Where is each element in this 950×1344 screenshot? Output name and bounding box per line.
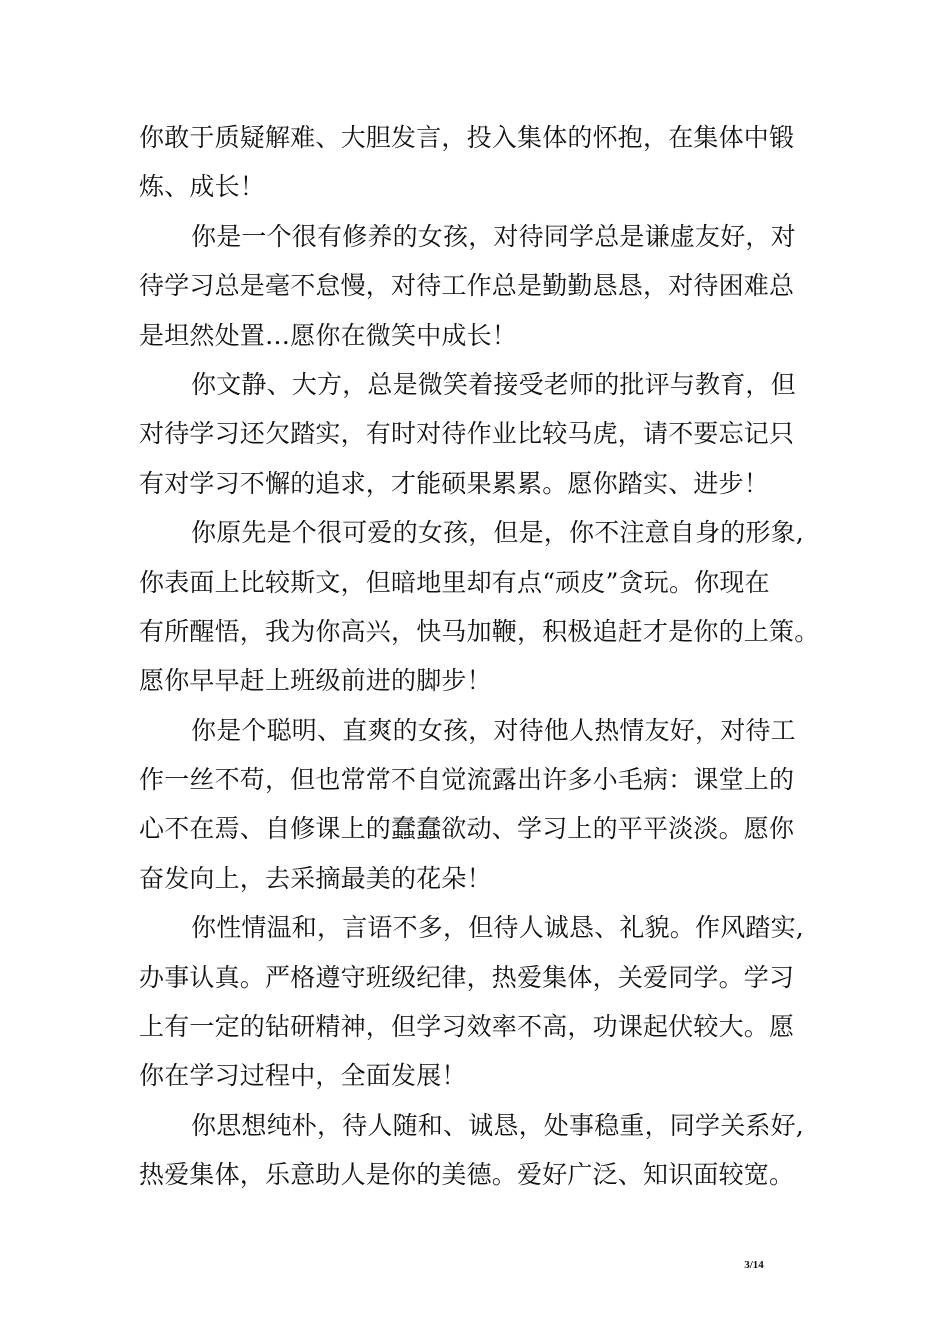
document-body	[139, 113, 819, 1200]
paragraph-first-line: 你文静、大方，总是微笑着接受老师的批评与教育，但	[191, 369, 796, 399]
text-line: 作一丝不苟，但也常常不自觉流露出许多小毛病：课堂上的	[139, 765, 795, 795]
paragraph-first-line: 你性情温和，言语不多，但待人诚恳、礼貌。作风踏实,	[191, 913, 804, 943]
text-line: 你敢于质疑解难、大胆发言，投入集体的怀抱，在集体中锻	[139, 123, 795, 152]
text-line: 对待学习还欠踏实，有时对待作业比较马虎，请不要忘记只	[139, 419, 795, 449]
paragraph-first-line: 你原先是个很可爱的女孩，但是，你不注意自身的形象,	[191, 518, 804, 548]
text-line: 待学习总是毫不怠慢，对待工作总是勤勤恳恳，对待困难总	[139, 271, 795, 301]
text-line: 有所醒悟，我为你高兴，快马加鞭，积极追赶才是你的上策。	[139, 616, 820, 646]
text-line: 炼、成长！	[139, 172, 266, 202]
text-line: 有对学习不懈的追求，才能硕果累累。愿你踏实、进步！	[139, 468, 770, 498]
text-line: 你表面上比较斯文，但暗地里却有点“顽皮”贪玩。你现在	[139, 567, 770, 597]
text-line: 是坦然处置…愿你在微笑中成长！	[139, 320, 518, 350]
text-line: 你在学习过程中，全面发展！	[139, 1061, 467, 1091]
paragraph-first-line: 你是个聪明、直爽的女孩，对待他人热情友好，对待工	[191, 715, 796, 745]
text-line: 心不在焉、自修课上的蠢蠢欲动、学习上的平平淡淡。愿你	[139, 814, 795, 844]
text-line: 热爱集体，乐意助人是你的美德。爱好广泛、知识面较宽。	[139, 1160, 795, 1190]
page-number: 3/14	[744, 1259, 764, 1271]
paragraph-first-line: 你思想纯朴，待人随和、诚恳，处事稳重，同学关系好,	[191, 1110, 804, 1140]
paragraph-first-line: 你是一个很有修养的女孩，对待同学总是谦虚友好，对	[191, 221, 796, 251]
text-line: 奋发向上，去采摘最美的花朵！	[139, 863, 492, 893]
text-line: 办事认真。严格遵守班级纪律，热爱集体，关爱同学。学习	[139, 962, 795, 992]
text-line: 上有一定的钻研精神，但学习效率不高，功课起伏较大。愿	[139, 1012, 795, 1042]
text-line: 愿你早早赶上班级前进的脚步！	[139, 666, 492, 696]
